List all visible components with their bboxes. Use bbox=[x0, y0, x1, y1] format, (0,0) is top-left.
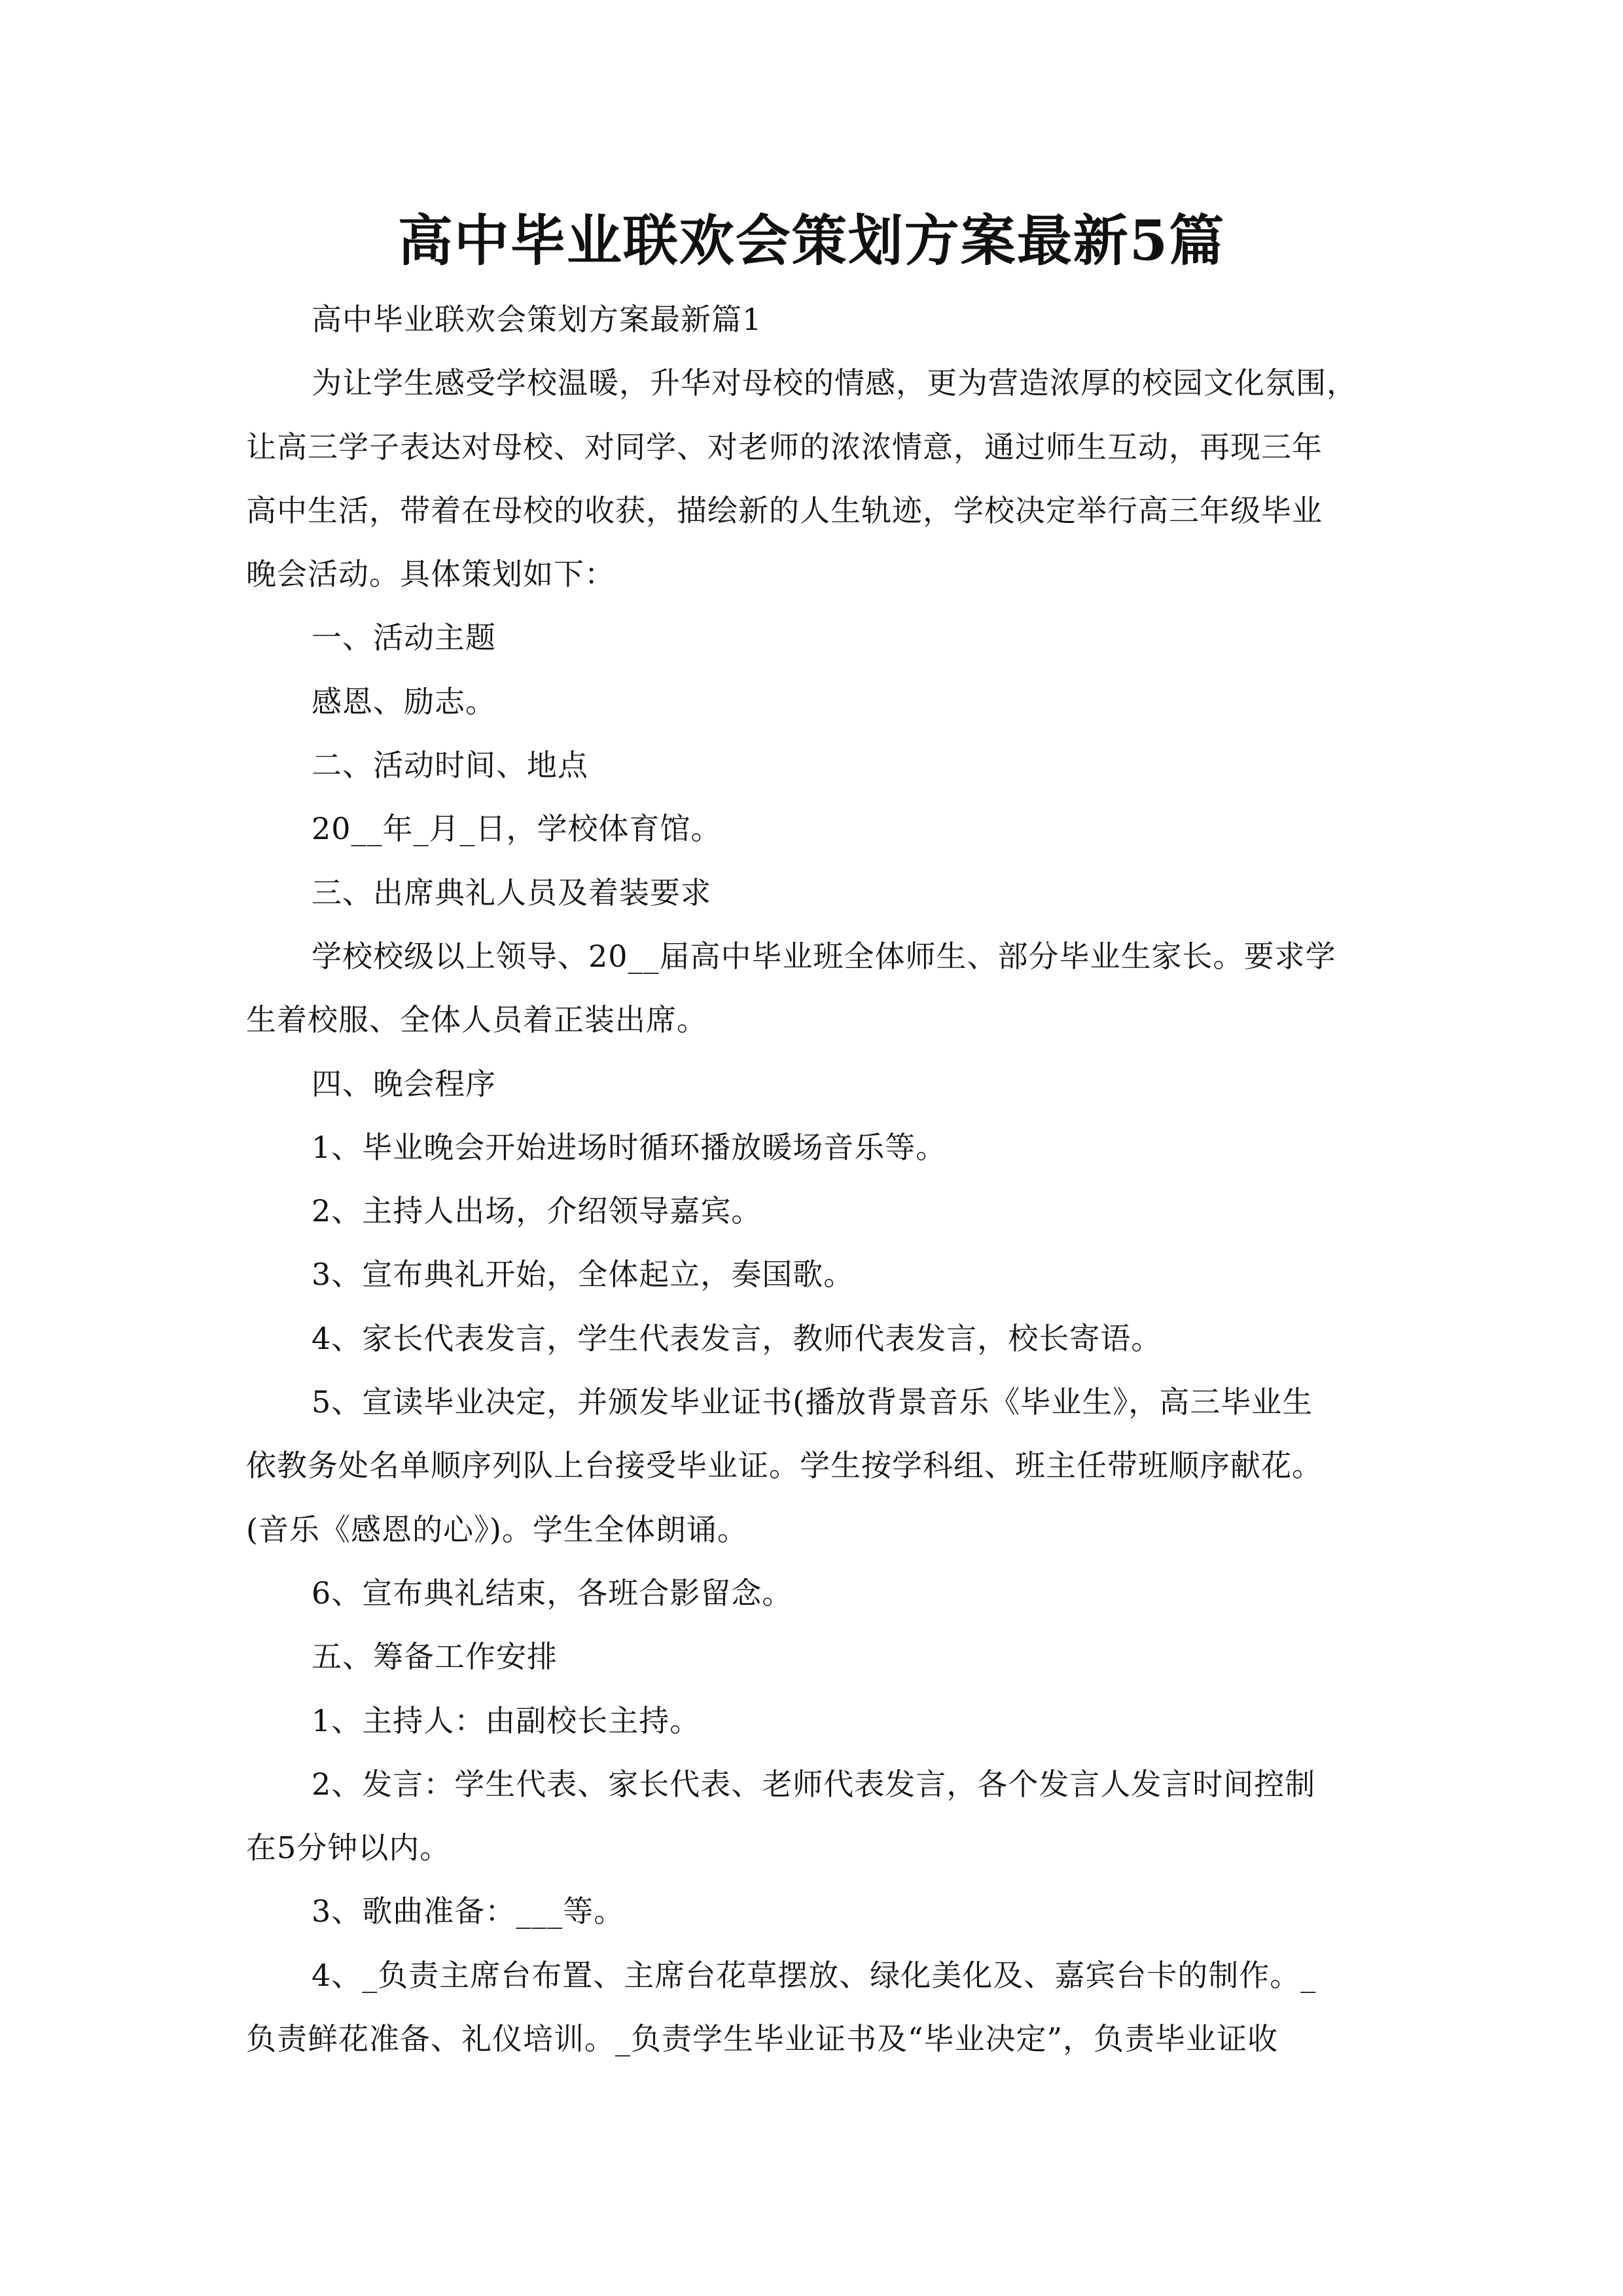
text-line: 三、出席典礼人员及着装要求 bbox=[312, 874, 711, 910]
text-line: 让高三学子表达对母校、对同学、对老师的浓浓情意，通过师生互动，再现三年 bbox=[246, 429, 1323, 465]
document-title: 高中毕业联欢会策划方案最新5篇 bbox=[397, 208, 1226, 273]
text-line: 一、活动主题 bbox=[312, 620, 496, 656]
text-line: 为让学生感受学校温暖，升华对母校的情感，更为营造浓厚的校园文化氛围， bbox=[312, 365, 1357, 401]
text-line: 高中生活，带着在母校的收获，描绘新的人生轨迹，学校决定举行高三年级毕业 bbox=[246, 492, 1323, 528]
text-line: 1、主持人：由副校长主持。 bbox=[312, 1702, 701, 1738]
text-line: 4、_负责主席台布置、主席台花草摆放、绿化美化及、嘉宾台卡的制作。_ bbox=[312, 1957, 1317, 1993]
paragraph-lines bbox=[246, 351, 1385, 2071]
text-line: 在5分钟以内。 bbox=[246, 1830, 451, 1866]
text-line: 二、活动时间、地点 bbox=[312, 747, 588, 783]
text-line: 6、宣布典礼结束，各班合影留念。 bbox=[312, 1575, 793, 1611]
text-line: 1、毕业晚会开始进场时循环播放暖场音乐等。 bbox=[312, 1129, 947, 1165]
text-line: 感恩、励志。 bbox=[312, 683, 496, 719]
text-line: 2、发言：学生代表、家长代表、老师代表发言，各个发言人发言时间控制 bbox=[312, 1766, 1316, 1802]
text-line: 依教务处名单顺序列队上台接受毕业证。学生按学科组、班主任带班顺序献花。 bbox=[246, 1448, 1323, 1484]
text-line: 2、主持人出场，介绍领导嘉宾。 bbox=[312, 1193, 762, 1229]
document-body bbox=[246, 288, 1385, 2071]
text-line: 4、家长代表发言，学生代表发言，教师代表发言，校长寄语。 bbox=[312, 1320, 1162, 1356]
text-line: 四、晚会程序 bbox=[312, 1066, 496, 1102]
text-line: 3、歌曲准备：___等。 bbox=[312, 1893, 625, 1929]
section-subtitle: 高中毕业联欢会策划方案最新篇1 bbox=[312, 302, 762, 337]
text-line: 晚会活动。具体策划如下： bbox=[246, 556, 615, 592]
text-line: 20__年_月_日，学校体育馆。 bbox=[312, 811, 722, 847]
text-line: 负责鲜花准备、礼仪培训。_负责学生毕业证书及“毕业决定”，负责毕业证收 bbox=[246, 2021, 1279, 2057]
text-line: (音乐《感恩的心》)。学生全体朗诵。 bbox=[246, 1511, 748, 1547]
text-line: 学校校级以上领导、20__届高中毕业班全体师生、部分毕业生家长。要求学 bbox=[312, 938, 1336, 974]
text-line: 5、宣读毕业决定，并颁发毕业证书(播放背景音乐《毕业生》，高三毕业生 bbox=[312, 1384, 1313, 1420]
text-line: 生着校服、全体人员着正装出席。 bbox=[246, 1002, 707, 1038]
text-line: 五、筹备工作安排 bbox=[312, 1639, 558, 1675]
text-line: 3、宣布典礼开始，全体起立，奏国歌。 bbox=[312, 1257, 855, 1293]
